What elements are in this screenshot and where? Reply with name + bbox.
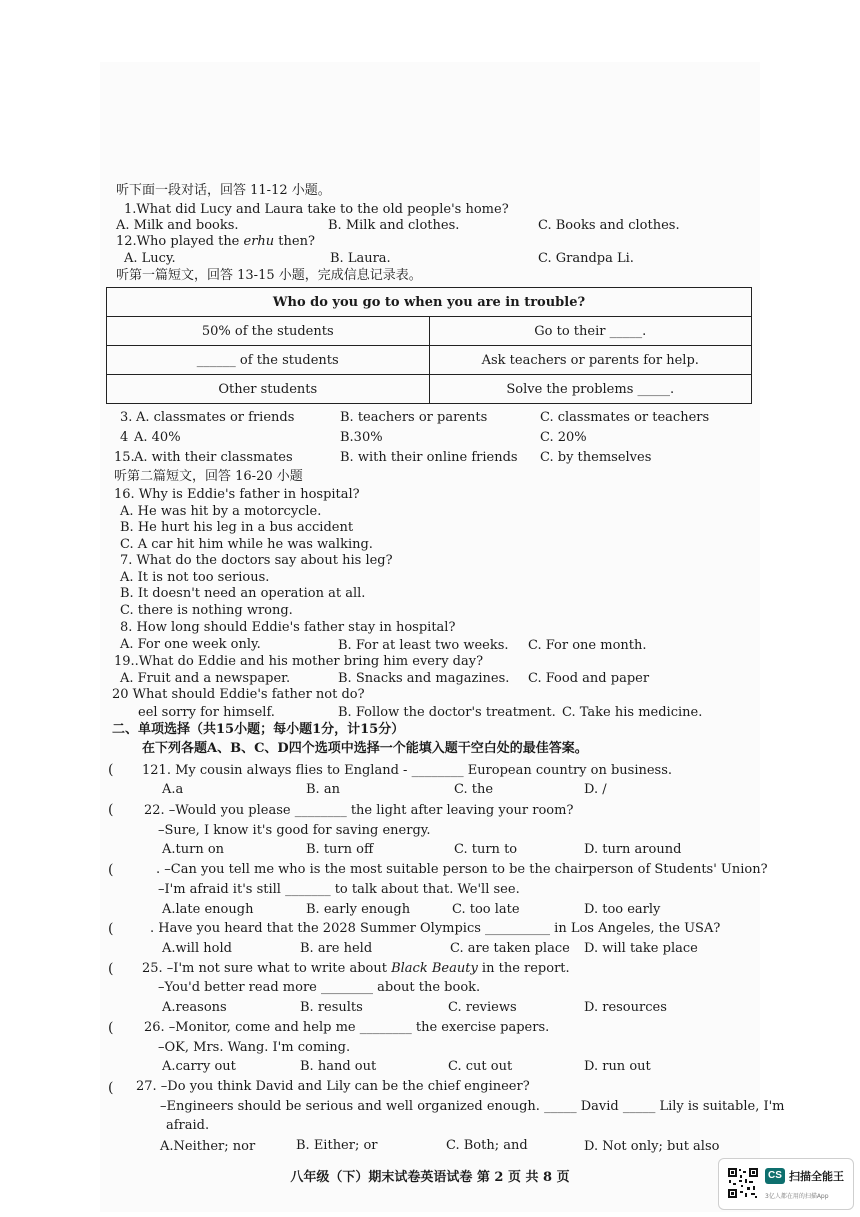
answer-bracket: (	[108, 802, 114, 818]
q21-option-d: D. /	[584, 782, 607, 797]
q20-stem: 20 What should Eddie's father not do?	[112, 687, 365, 702]
q14-option-c: C. 20%	[540, 430, 587, 445]
scanner-watermark	[718, 1158, 854, 1210]
q26-option-b: B. hand out	[300, 1059, 377, 1074]
q22-option-b: B. turn off	[306, 842, 374, 857]
q24-option-d: D. will take place	[584, 941, 698, 956]
q12-option-b: B. Laura.	[330, 251, 391, 266]
q23-option-a: A.late enough	[162, 902, 254, 917]
q26-option-a: A.carry out	[162, 1059, 236, 1074]
table-cell: Solve the problems _____.	[429, 375, 752, 404]
q19-option-a: A. Fruit and a newspaper.	[120, 671, 291, 686]
q13-number: 3.	[120, 410, 133, 425]
passage1-heading: 听第一篇短文，回答 13-15 小题，完成信息记录表。	[116, 268, 422, 283]
q25-option-a: A.reasons	[162, 1000, 227, 1015]
q11-option-b: B. Milk and clothes.	[328, 218, 460, 233]
q19-option-c: C. Food and paper	[528, 671, 650, 686]
dialogue-heading: 听下面一段对话，回答 11-12 小题。	[116, 183, 331, 198]
q16-option-c: C. A car hit him while he was walking.	[120, 537, 373, 552]
q11-option-c: C. Books and clothes.	[538, 218, 680, 233]
q20-option-b: B. Follow the doctor's treatment.	[338, 705, 556, 720]
q17-option-c: C. there is nothing wrong.	[120, 603, 293, 618]
q25-option-c: C. reviews	[448, 1000, 517, 1015]
q25-option-b: B. results	[300, 1000, 363, 1015]
table-cell: Other students	[107, 375, 430, 404]
q17-option-b: B. It doesn't need an operation at all.	[120, 586, 366, 601]
q27-option-a: A.Neither; nor	[160, 1139, 256, 1154]
q17-stem: 7. What do the doctors say about his leg?	[120, 553, 393, 568]
q22-option-d: D. turn around	[584, 842, 682, 857]
section2-heading: 二、单项选择（共15小题；每小题1分，计15分）	[112, 722, 405, 737]
q22-option-a: A.turn on	[162, 842, 225, 857]
q22-reply: –Sure, I know it's good for saving energy.	[158, 823, 431, 838]
table-title: Who do you go to when you are in trouble?	[107, 288, 752, 317]
q18-option-a: A. For one week only.	[120, 637, 261, 652]
q13-option-c: C. classmates or teachers	[540, 410, 710, 425]
q21-option-a: A.a	[162, 782, 184, 797]
table-cell: ______ of the students	[107, 346, 430, 375]
q18-option-c: C. For one month.	[528, 638, 647, 653]
q24-option-c: C. are taken place	[450, 941, 570, 956]
q13-option-b: B. teachers or parents	[340, 410, 488, 425]
q25-stem: 25. –I'm not sure what to write about Black Beauty in the report.	[142, 961, 570, 976]
q16-option-b: B. He hurt his leg in a bus accident	[120, 520, 354, 535]
q18-option-b: B. For at least two weeks.	[338, 638, 509, 653]
q22-option-c: C. turn to	[454, 842, 518, 857]
section2-instruction: 在下列各题A、B、C、D四个选项中选择一个能填入题干空白处的最佳答案。	[142, 741, 588, 756]
q15-option-a: A. with their classmates	[134, 450, 293, 465]
q27-stem: 27. –Do you think David and Lily can be the chief engineer?	[136, 1079, 530, 1094]
q15-number: 15.	[114, 450, 135, 465]
q27-option-b: B. Either; or	[296, 1138, 378, 1153]
q25-option-d: D. resources	[584, 1000, 667, 1015]
q27-reply-cont: afraid.	[166, 1118, 210, 1133]
answer-bracket: (	[108, 921, 114, 937]
qr-code-icon	[727, 1167, 759, 1199]
q19-option-b: B. Snacks and magazines.	[338, 671, 510, 686]
q11-option-a: A. Milk and books.	[116, 218, 239, 233]
table-cell: Go to their _____.	[429, 317, 752, 346]
q24-option-b: B. are held	[300, 941, 373, 956]
camscanner-logo: CS	[765, 1168, 785, 1184]
q18-stem: 8. How long should Eddie's father stay in hospital?	[120, 620, 456, 635]
q14-option-b: B.30%	[340, 430, 383, 445]
q13-option-a: A. classmates or friends	[136, 410, 295, 425]
q21-stem: 121. My cousin always flies to England - ________ European country on business.	[142, 763, 673, 778]
answer-bracket: (	[108, 1020, 114, 1036]
q26-reply: –OK, Mrs. Wang. I'm coming.	[158, 1040, 351, 1055]
q16-option-a: A. He was hit by a motorcycle.	[120, 504, 322, 519]
q12-option-c: C. Grandpa Li.	[538, 251, 634, 266]
q23-option-c: C. too late	[452, 902, 520, 917]
page-footer: 八年级（下）期末试卷英语试卷 第 2 页 共 8 页	[290, 1170, 570, 1185]
q14-number: 4	[120, 430, 129, 445]
q23-stem: . –Can you tell me who is the most suitable person to be the chairperson of Students' Union?	[156, 862, 768, 877]
answer-bracket: (	[108, 1080, 114, 1096]
q20-option-a: eel sorry for himself.	[138, 705, 275, 720]
q26-option-d: D. run out	[584, 1059, 651, 1074]
q27-option-c: C. Both; and	[446, 1138, 528, 1153]
answer-bracket: (	[108, 862, 114, 878]
passage2-heading: 听第二篇短文，回答 16-20 小题	[114, 469, 303, 484]
q12-option-a: A. Lucy.	[124, 251, 176, 266]
q19-stem: 19..What do Eddie and his mother bring him every day?	[114, 654, 484, 669]
answer-bracket: (	[108, 961, 114, 977]
q16-stem: 16. Why is Eddie's father in hospital?	[114, 487, 360, 502]
q24-stem: . Have you heard that the 2028 Summer Olympics __________ in Los Angeles, the USA?	[150, 921, 721, 936]
scanner-app-name: 扫描全能王	[789, 1170, 844, 1183]
answer-bracket: (	[108, 762, 114, 778]
q21-option-b: B. an	[306, 782, 340, 797]
q23-reply: –I'm afraid it's still _______ to talk about that. We'll see.	[158, 882, 520, 897]
q23-option-d: D. too early	[584, 902, 661, 917]
q17-option-a: A. It is not too serious.	[120, 570, 270, 585]
table-cell: 50% of the students	[107, 317, 430, 346]
q27-reply: –Engineers should be serious and well organized enough. _____ David _____ Lily is suitable, I'm	[160, 1099, 785, 1114]
q26-stem: 26. –Monitor, come and help me ________ the exercise papers.	[144, 1020, 550, 1035]
q12-stem: 12.Who played the erhu then?	[116, 234, 315, 249]
q15-option-c: C. by themselves	[540, 450, 652, 465]
q11-stem: 1.What did Lucy and Laura take to the old people's home?	[124, 202, 509, 217]
scanner-tagline: 3亿人都在用的扫描App	[765, 1193, 829, 1200]
q25-reply: –You'd better read more ________ about the book.	[158, 980, 481, 995]
q20-option-c: C. Take his medicine.	[562, 705, 703, 720]
q27-option-d: D. Not only; but also	[584, 1139, 720, 1154]
q14-option-a: A. 40%	[134, 430, 181, 445]
q26-option-c: C. cut out	[448, 1059, 513, 1074]
q22-stem: 22. –Would you please ________ the light after leaving your room?	[144, 803, 574, 818]
q24-option-a: A.will hold	[162, 941, 232, 956]
table-cell: Ask teachers or parents for help.	[429, 346, 752, 375]
q23-option-b: B. early enough	[306, 902, 411, 917]
q15-option-b: B. with their online friends	[340, 450, 518, 465]
q21-option-c: C. the	[454, 782, 494, 797]
info-record-table	[106, 287, 752, 404]
